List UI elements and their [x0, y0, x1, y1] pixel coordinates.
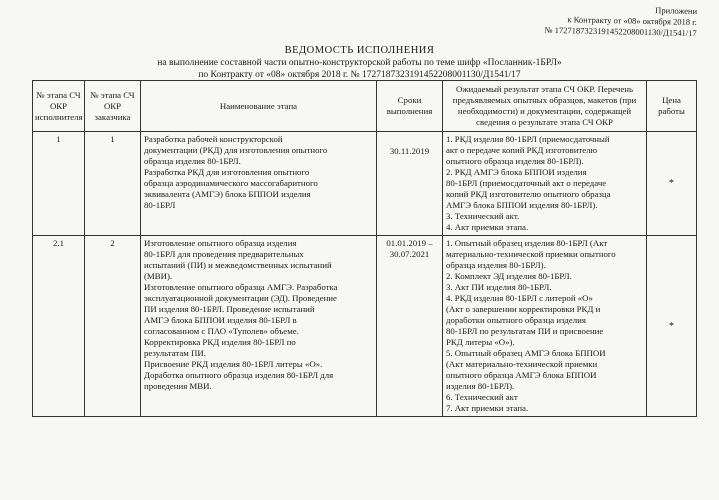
result-line: материально-технической приемки опытного	[446, 249, 616, 259]
result-line: 2. РКД АМГЭ блока БППОИ изделия	[446, 167, 587, 177]
result-line: изделия 80-1БРЛ).	[446, 381, 515, 391]
result-line: 80-1БРЛ по результатам ПИ и присвоение	[446, 326, 604, 336]
result-line: доработки опытного образца изделия	[446, 315, 586, 325]
price-cell: *	[647, 132, 697, 236]
stage-name-line: эквивалента (АМГЭ) блока БППОИ изделия	[144, 189, 311, 199]
appendix-note	[544, 3, 697, 39]
stage-name-line: (МВИ).	[144, 271, 173, 281]
appendix-line-1: Приложени	[654, 5, 697, 16]
stage-name-line: Изготовление опытного образца изделия	[144, 238, 297, 248]
document-subtitle-1: на выполнение составной части опытно-конструкторской работы по теме шифр «Посланник-1БРЛ»	[157, 58, 562, 68]
stage-name-line: образца аэродинамического массогабаритного	[144, 178, 318, 188]
col-header-price: Цена работы	[647, 81, 697, 132]
result-line: 6. Технический акт	[446, 392, 518, 402]
stage-name-line: 80-1БРЛ	[144, 200, 176, 210]
price-cell: *	[647, 236, 697, 417]
appendix-line-2: к Контракту от «08» октября 2018 г.	[567, 14, 697, 27]
stages-table	[32, 80, 697, 417]
deadline-cell: 01.01.2019 – 30.07.2021	[377, 236, 443, 417]
result-line: 3. Технический акт.	[446, 211, 520, 221]
stage-name-line: АМГЭ блока БППОИ изделия 80-1БРЛ в	[144, 315, 297, 325]
stage-name-line: Присвоение РКД изделия 80-1БРЛ литеры «О».	[144, 359, 323, 369]
stage-name-line: результатам ПИ.	[144, 348, 206, 358]
result-line: образца изделия 80-1БРЛ).	[446, 260, 546, 270]
col-header-customer-stage: № этапа СЧ ОКР заказчика	[85, 81, 141, 132]
stage-name-line: образца изделия 80-1БРЛ.	[144, 156, 241, 166]
result-line: акт о передаче копий РКД изготовителю	[446, 145, 598, 155]
result-line: 1. РКД изделия 80-1БРЛ (приемосдаточный	[446, 134, 610, 144]
stage-name-line: испытаний (ПИ) и межведомственных испытаний	[144, 260, 332, 270]
stage-name-line: ПИ изделия 80-1БРЛ. Проведение испытаний	[144, 304, 315, 314]
result-line: копий РКД изготовителю опытного образца	[446, 189, 611, 199]
result-line: (Акт материально-технической приемки	[446, 359, 598, 369]
document-title: ВЕДОМОСТЬ ИСПОЛНЕНИЯ	[284, 45, 435, 56]
result-line: 4. РКД изделия 80-1БРЛ с литерой «О»	[446, 293, 593, 303]
stage-name-line: Корректировка РКД изделия 80-1БРЛ по	[144, 337, 296, 347]
stage-name-line: Доработка опытного образца изделия 80-1БРЛ для	[144, 370, 334, 380]
col-header-expected-result: Ожидаемый результат этапа СЧ ОКР. Перечень предъявляемых опытных образцов, макетов (при необходимости) и документации, содержащей сведения о результате этапа СЧ ОКР	[443, 81, 647, 132]
stage-name-cell	[141, 132, 377, 236]
stage-name-line: эксплуатационной документации (ЭД). Проведение	[144, 293, 337, 303]
result-line: АМГЭ блока БППОИ изделия 80-1БРЛ).	[446, 200, 598, 210]
result-line: (Акт о завершении корректировки РКД и	[446, 304, 601, 314]
stage-name-line: проведения МВИ.	[144, 381, 212, 391]
stage-name-line: Изготовление опытного образца АМГЭ. Разработка	[144, 282, 338, 292]
result-line: РКД литеры «О»).	[446, 337, 515, 347]
col-header-deadlines: Сроки выполнения	[377, 81, 443, 132]
result-line: 5. Опытный образец АМГЭ блока БППОИ	[446, 348, 606, 358]
result-line: 1. Опытный образец изделия 80-1БРЛ (Акт	[446, 238, 608, 248]
table-header-row	[33, 81, 697, 132]
result-line: 7. Акт приемки этапа.	[446, 403, 529, 413]
stage-name-cell	[141, 236, 377, 417]
result-line: опытного образца АМГЭ блока БППОИ	[446, 370, 597, 380]
customer-stage-cell: 2	[85, 236, 141, 417]
result-line: 4. Акт приемки этапа.	[446, 222, 529, 232]
customer-stage-cell: 1	[85, 132, 141, 236]
result-line: опытного образца изделия 80-1БРЛ).	[446, 156, 584, 166]
expected-result-cell	[443, 236, 647, 417]
result-line: 2. Комплект ЭД изделия 80-1БРЛ.	[446, 271, 572, 281]
expected-result-cell	[443, 132, 647, 236]
col-header-stage-name: Наименование этапа	[141, 81, 377, 132]
deadline-cell: 30.11.2019	[377, 132, 443, 236]
stage-name-line: Разработка рабочей конструкторской	[144, 134, 283, 144]
stage-name-line: документации (РКД) для изготовления опытного	[144, 145, 328, 155]
stage-name-line: 80-1БРЛ для проведения предварительных	[144, 249, 304, 259]
executor-stage-cell: 1	[33, 132, 85, 236]
executor-stage-cell: 2.1	[33, 236, 85, 417]
stage-name-line: согласованном с ПАО «Туполев» объеме.	[144, 326, 299, 336]
document-header	[0, 44, 719, 81]
col-header-executor-stage: № этапа СЧ ОКР исполнителя	[33, 81, 85, 132]
result-line: 80-1БРЛ (приемосдаточный акт о передаче	[446, 178, 607, 188]
document-subtitle-2: по Контракту от «08» октября 2018 г. № 1727187323191452208001130/Д1541/17	[198, 70, 521, 80]
stage-name-line: Разработка РКД для изготовления опытного	[144, 167, 310, 177]
result-line: 3. Акт ПИ изделия 80-1БРЛ.	[446, 282, 552, 292]
table-row	[33, 236, 697, 417]
table-row	[33, 132, 697, 236]
appendix-line-3: № 1727187323191452208001130/Д1541/17	[544, 24, 697, 38]
